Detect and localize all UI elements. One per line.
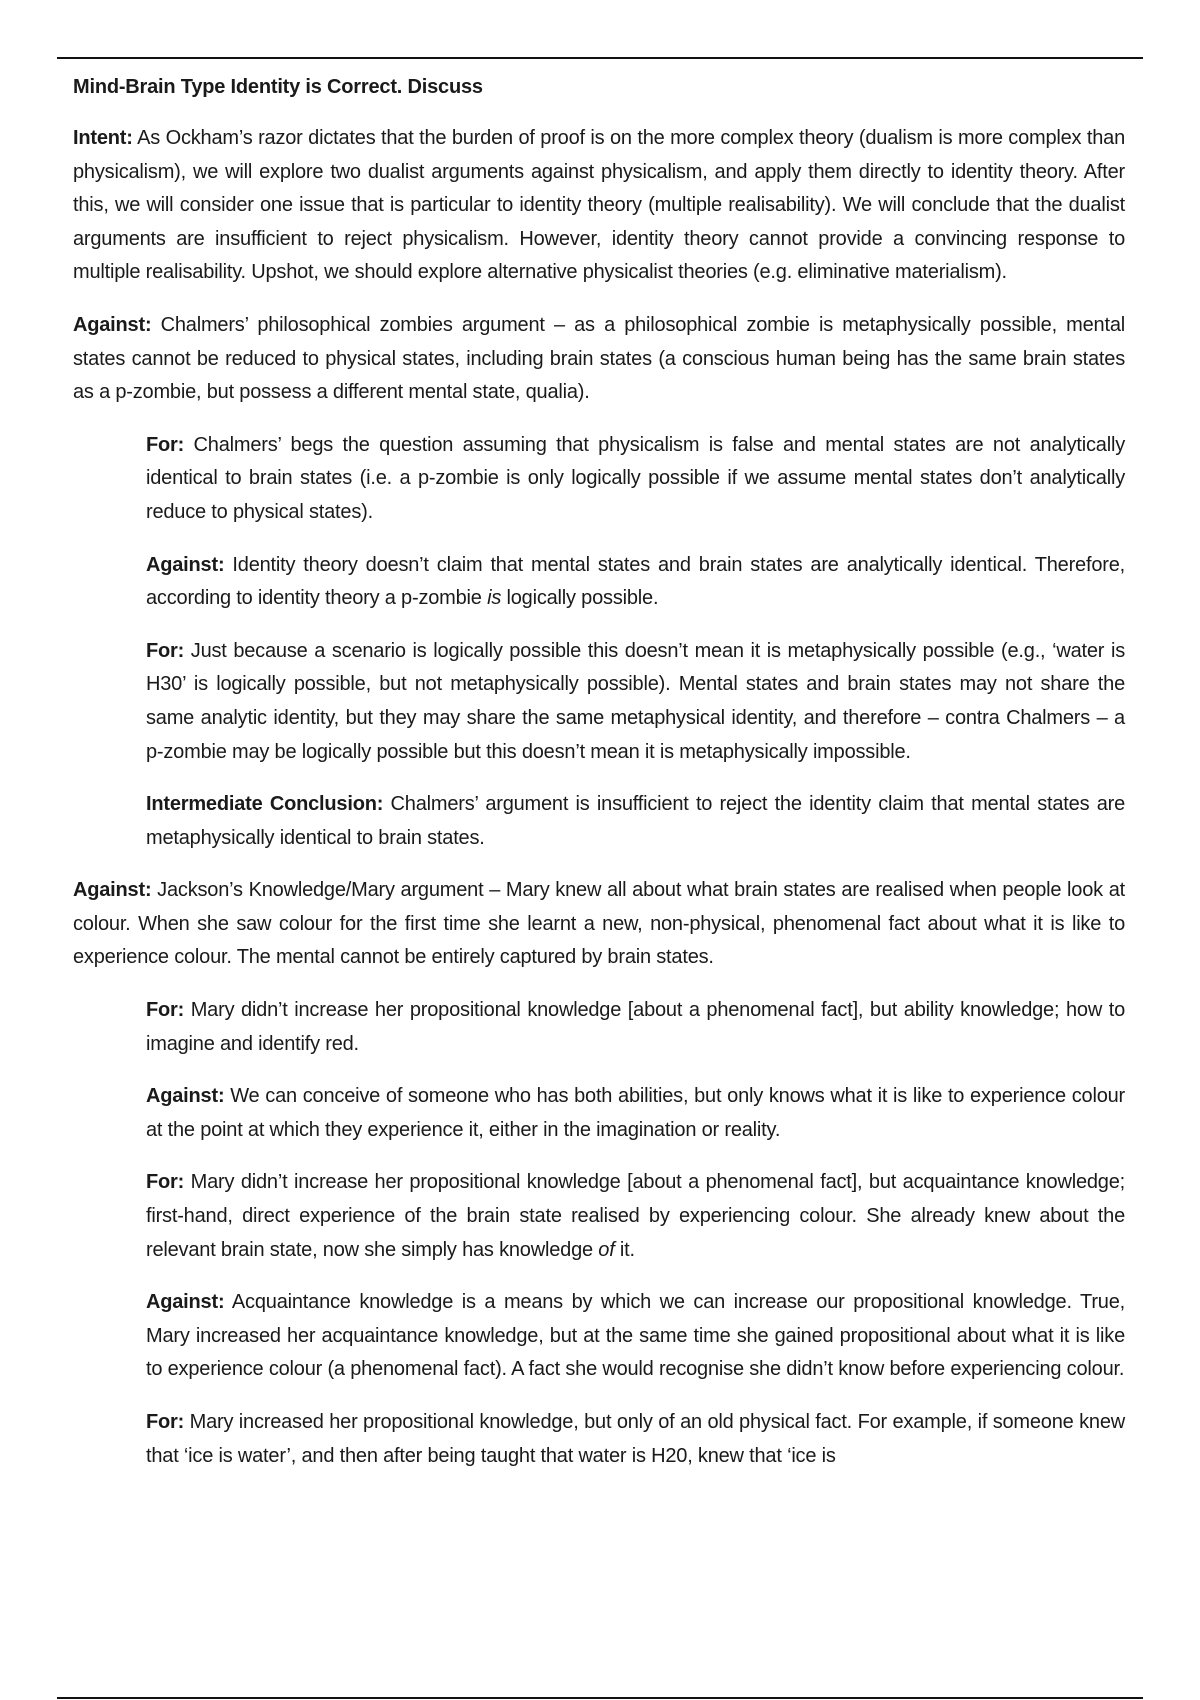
paragraph-text: Mary didn’t increase her propositional knowledge [about a phenomenal fact], but acquaintance knowledge; first-hand, direct experience of the brain state realised by experiencing colour. She already knew about the relevant brain state, now she simply has knowledge bbox=[146, 1171, 1125, 1261]
argument-paragraph bbox=[146, 1166, 1125, 1267]
argument-paragraph bbox=[146, 788, 1125, 855]
argument-paragraph bbox=[146, 1406, 1125, 1473]
paragraph-label: Against: bbox=[146, 1085, 225, 1108]
paragraph-label: For: bbox=[146, 639, 185, 662]
emphasis-text: of bbox=[598, 1238, 615, 1261]
paragraph-label: Intermediate Conclusion: bbox=[146, 793, 384, 816]
paragraph-text: Mary didn’t increase her propositional knowledge [about a phenomenal fact], but ability knowledge; how to imagine and identify red. bbox=[146, 999, 1125, 1055]
paragraph-label: Against: bbox=[146, 553, 225, 576]
paragraph-text: it. bbox=[614, 1238, 635, 1261]
document-body bbox=[73, 70, 1125, 1492]
paragraph-label: Intent: bbox=[73, 127, 133, 149]
paragraph-text: logically possible. bbox=[501, 587, 659, 610]
paragraph-text: Acquaintance knowledge is a means by which we can increase our propositional knowledge. True, Mary increased her acquaintance knowledge, but at the same time she gained propositional about what it is like to experience colour (a phenomenal fact). A fact she would recognise she didn’t know before experiencing colour. bbox=[146, 1291, 1125, 1381]
paragraph-text: We can conceive of someone who has both abilities, but only knows what it is like to experience colour at the point at which they experience it, either in the imagination or reality. bbox=[146, 1085, 1125, 1141]
paragraph-label: Against: bbox=[146, 1291, 225, 1314]
argument-paragraph bbox=[146, 994, 1125, 1061]
argument-paragraph bbox=[146, 429, 1125, 530]
argument-paragraph bbox=[146, 635, 1125, 769]
paragraph-text: Chalmers’ philosophical zombies argument – as a philosophical zombie is metaphysically possible, mental states cannot be reduced to physical states, including brain states (a conscious human being has the same brain states as a p-zombie, but possess a different mental state, qualia). bbox=[73, 313, 1125, 404]
paragraph-text: Identity theory doesn’t claim that mental states and brain states are analytically identical. Therefore, according to identity theory a p-zombie bbox=[146, 553, 1125, 610]
paragraph-text: Jackson’s Knowledge/Mary argument – Mary knew all about what brain states are realised when people look at colour. When she saw colour for the first time she learnt a new, non-physical, phenomenal fact about what it is like to experience colour. The mental cannot be entirely captured by brain states. bbox=[73, 879, 1125, 969]
argument-paragraph bbox=[73, 874, 1125, 975]
paragraph-label: Against: bbox=[73, 879, 152, 902]
paragraph-text: Chalmers’ begs the question assuming that physicalism is false and mental states are not analytically identical to brain states (i.e. a p-zombie is only logically possible if we assume mental states don’t analytically reduce to physical states). bbox=[146, 433, 1125, 523]
paragraph-label: For: bbox=[146, 433, 185, 456]
paragraph-text: Chalmers’ argument is insufficient to reject the identity claim that mental states are metaphysically identical to brain states. bbox=[146, 793, 1126, 849]
argument-paragraph bbox=[73, 122, 1125, 290]
paragraph-text: As Ockham’s razor dictates that the burden of proof is on the more complex theory (dualism is more complex than physicalism), we will explore two dualist arguments against physicalism, and apply them directly to identity theory. After this, we will consider one issue that is particular to identity theory (multiple realisability). We will conclude that the dualist arguments are insufficient to reject physicalism. However, identity theory cannot provide a convincing response to multiple realisability. Upshot, we should explore alternative physicalist theories (e.g. eliminative materialism). bbox=[73, 127, 1125, 284]
argument-paragraph bbox=[146, 549, 1125, 616]
paragraph-label: For: bbox=[146, 1411, 185, 1433]
argument-paragraph bbox=[73, 309, 1125, 410]
argument-paragraph bbox=[146, 1286, 1125, 1387]
paragraph-label: For: bbox=[146, 999, 185, 1022]
paragraph-text: Just because a scenario is logically possible this doesn’t mean it is metaphysically possible (e.g., ‘water is H30’ is logically possible, but not metaphysically possible). Mental states and brain states may not share the same analytic identity, but they may share the same metaphysical identity, and therefore – contra Chalmers – a p-zombie may be logically possible but this doesn’t mean it is metaphysically impossible. bbox=[146, 639, 1125, 763]
paragraph-list bbox=[73, 122, 1125, 1473]
footer-rule bbox=[57, 1697, 1143, 1699]
argument-paragraph bbox=[146, 1080, 1125, 1147]
document-title: Mind-Brain Type Identity is Correct. Discuss bbox=[73, 76, 483, 98]
paragraph-text: Mary increased her propositional knowledge, but only of an old physical fact. For example, if someone knew that ‘ice is water’, and then after being taught that water is H20, knew that ‘ice is bbox=[146, 1411, 1125, 1467]
header-rule bbox=[57, 57, 1143, 59]
paragraph-label: For: bbox=[146, 1171, 185, 1194]
emphasis-text: is bbox=[487, 587, 502, 610]
paragraph-label: Against: bbox=[73, 313, 152, 336]
